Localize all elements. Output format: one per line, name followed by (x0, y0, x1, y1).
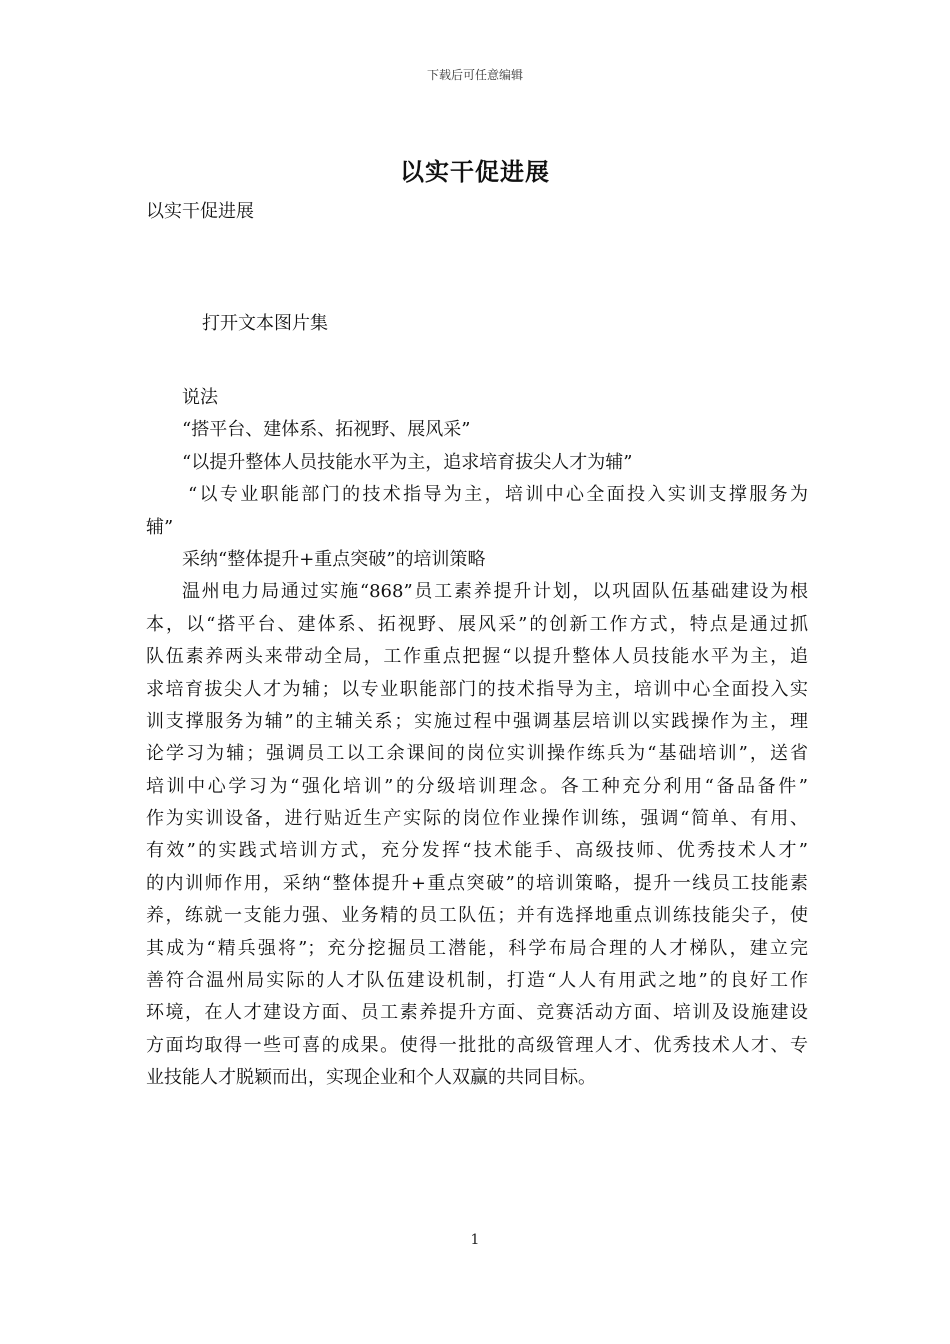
body-line: 求培育拔尖人才为辅；以专业职能部门的技术指导为主，培训中心全面投入实 (146, 678, 808, 700)
body-line: 辅” (146, 516, 174, 538)
body-line: 环境，在人才建设方面、员工素养提升方面、竞赛活动方面、培训及设施建设 (146, 1002, 808, 1024)
document-subtitle (146, 196, 808, 228)
body-line: 有效”的实践式培训方式，充分发挥“技术能手、高级技师、优秀技术人才” (146, 840, 808, 862)
body-line: 方面均取得一些可喜的成果。使得一批批的高级管理人才、优秀技术人才、专 (146, 1034, 808, 1056)
body-line: 训支撑服务为辅”的主辅关系；实施过程中强调基层培训以实践操作为主，理 (146, 710, 808, 732)
body-line: 作为实训设备，进行贴近生产实际的岗位作业操作训练，强调“简单、有用、 (146, 808, 808, 830)
body-line: 养，练就一支能力强、业务精的员工队伍；并有选择地重点训练技能尖子，使 (146, 905, 808, 927)
body-line: “以专业职能部门的技术指导为主，培训中心全面投入实训支撑服务为 (188, 484, 808, 506)
body-line: 温州电力局通过实施“868”员工素养提升计划，以巩固队伍基础建设为根 (182, 581, 808, 603)
body-line: 的内训师作用，采纳“整体提升+重点突破”的培训策略，提升一线员工技能素 (146, 872, 808, 894)
header-note: 下载后可任意编辑 (426, 68, 523, 82)
article-body (146, 382, 808, 1095)
body-line: 队伍素养两头来带动全局，工作重点把握“以提升整体人员技能水平为主，追 (146, 646, 808, 668)
subtitle-line: 以实干促进展 (146, 201, 254, 222)
body-line: 说法 (182, 387, 218, 408)
document-title: 以实干促进展 (400, 157, 550, 186)
body-line: 培训中心学习为“强化培训”的分级培训理念。各工种充分利用“备品备件” (146, 775, 808, 797)
body-line: 采纳“整体提升+重点突破”的培训策略 (182, 548, 486, 570)
body-line: “以提升整体人员技能水平为主，追求培育拔尖人才为辅” (182, 451, 633, 473)
body-line: 善符合温州局实际的人才队伍建设机制，打造“人人有用武之地”的良好工作 (146, 970, 808, 992)
page-number: 1 (470, 1232, 480, 1248)
body-line: 论学习为辅；强调员工以工余课间的岗位实训操作练兵为“基础培训”，送省 (146, 743, 808, 765)
body-line: 业技能人才脱颖而出，实现企业和个人双赢的共同目标。 (146, 1067, 596, 1089)
body-line: 其成为“精兵强将”；充分挖掘员工潜能，科学布局合理的人才梯队，建立完 (146, 937, 808, 959)
gallery-section (146, 308, 808, 340)
body-line: 本，以“搭平台、建体系、拓视野、展风采”的创新工作方式，特点是通过抓 (146, 613, 808, 635)
body-line: “搭平台、建体系、拓视野、展风采” (182, 419, 471, 441)
open-gallery-link[interactable]: 打开文本图片集 (202, 313, 328, 334)
